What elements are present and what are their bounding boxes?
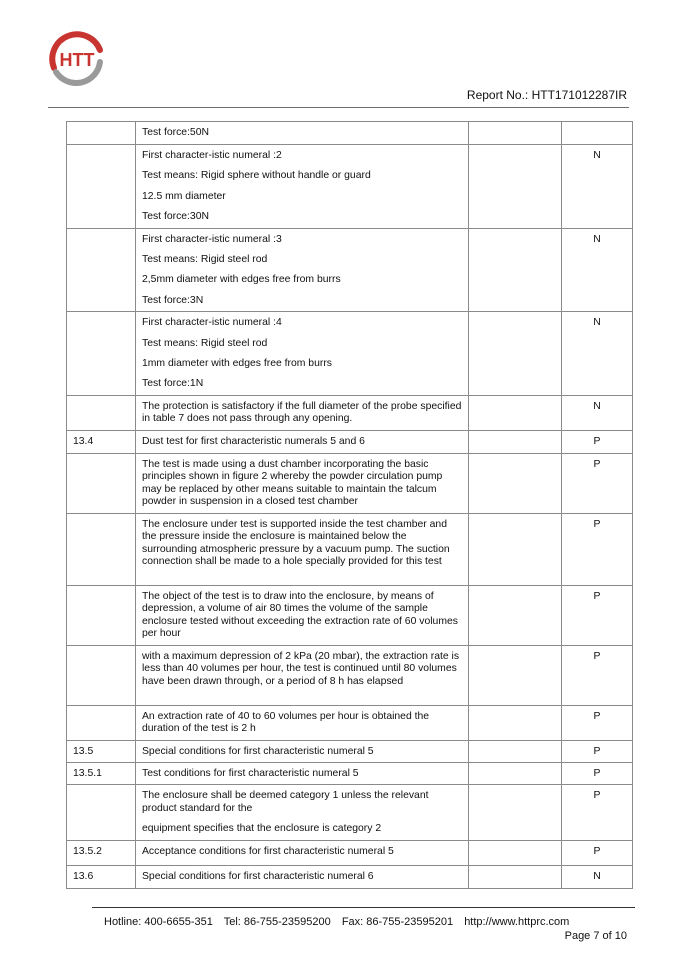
- verdict-cell: N: [562, 145, 633, 229]
- requirement-text: The object of the test is to draw into the enclosure, by means of depression, a volume of air 80 times the volume of the sample enclosure tested without exceeding the extraction rate of 60 volumes per hour: [142, 590, 458, 639]
- requirement-text: Test means: Rigid steel rod: [142, 254, 268, 266]
- table-row: [67, 228, 633, 312]
- result-cell: [469, 785, 562, 840]
- verdict-cell: P: [562, 453, 633, 513]
- requirement-cell: [136, 395, 469, 430]
- requirement-text: Special conditions for first characteristic numeral 5: [142, 745, 374, 757]
- verdict-cell: P: [562, 705, 633, 740]
- requirement-text: Special conditions for first characteristic numeral 6: [142, 870, 374, 882]
- requirement-text: Test force:30N: [142, 211, 209, 223]
- table-row: [67, 740, 633, 762]
- clause-number: 13.5.2: [67, 840, 136, 865]
- requirement-text: Test force:50N: [142, 127, 209, 138]
- requirement-text: First character-istic numeral :2: [142, 150, 282, 161]
- table-row: [67, 430, 633, 453]
- clause-number: 13.6: [67, 865, 136, 888]
- table-row: [67, 122, 633, 145]
- clause-number: [67, 785, 136, 840]
- table-row: [67, 585, 633, 645]
- verdict-cell: N: [562, 395, 633, 430]
- result-cell: [469, 228, 562, 312]
- hotline: Hotline: 400-6655-351: [104, 916, 213, 928]
- requirement-text: An extraction rate of 40 to 60 volumes per hour is obtained the duration of the test is 2 h: [142, 710, 430, 735]
- requirement-text: The enclosure shall be deemed category 1 unless the relevant product standard for the: [142, 790, 429, 814]
- table-row: [67, 762, 633, 784]
- htt-logo: [46, 28, 108, 90]
- result-cell: [469, 513, 562, 585]
- result-cell: [469, 705, 562, 740]
- telephone: Tel: 86-755-23595200: [223, 916, 331, 928]
- requirement-text: 12.5 mm diameter: [142, 190, 226, 202]
- fax: Fax: 86-755-23595201: [341, 916, 454, 928]
- requirement-text: 1mm diameter with edges free from burrs: [142, 358, 332, 370]
- requirement-cell: [136, 705, 469, 740]
- requirement-text: with a maximum depression of 2 kPa (20 mbar), the extraction rate is less than 40 volumes per hour, the test is continued until 80 volumes have been drawn through, or a period of 8 h has elapsed: [142, 650, 460, 687]
- page-number: Page 7 of 10: [564, 930, 627, 942]
- clause-number: [67, 585, 136, 645]
- verdict-cell: P: [562, 513, 633, 585]
- result-cell: [469, 840, 562, 865]
- requirement-cell: [136, 122, 469, 145]
- clause-number: [67, 145, 136, 229]
- result-cell: [469, 740, 562, 762]
- requirement-text: The enclosure under test is supported inside the test chamber and the pressure inside the enclosure is maintained below the surrounding atmospheric pressure by a vacuum pump. The suction connection shall be made to a hole specially provided for this test: [142, 518, 450, 567]
- requirement-cell: [136, 645, 469, 705]
- website-link[interactable]: http://www.httprc.com: [464, 916, 570, 928]
- requirement-text: Test conditions for first characteristic numeral 5: [142, 767, 359, 779]
- result-cell: [469, 645, 562, 705]
- requirement-text: The protection is satisfactory if the full diameter of the probe specified in table 7 does not pass through any opening.: [142, 400, 462, 425]
- requirement-text: First character-istic numeral :4: [142, 317, 282, 329]
- clause-number: [67, 645, 136, 705]
- verdict-cell: P: [562, 740, 633, 762]
- requirement-text: Acceptance conditions for first characteristic numeral 5: [142, 845, 394, 857]
- requirement-cell: [136, 740, 469, 762]
- result-cell: [469, 865, 562, 888]
- table-row: [67, 513, 633, 585]
- requirement-text: Test force:3N: [142, 294, 204, 306]
- clause-number: 13.5.1: [67, 762, 136, 784]
- requirement-text: Test means: Rigid sphere without handle or guard: [142, 170, 371, 182]
- requirement-cell: [136, 453, 469, 513]
- requirement-cell: [136, 430, 469, 453]
- requirement-cell: [136, 865, 469, 888]
- clause-number: [67, 705, 136, 740]
- verdict-cell: N: [562, 865, 633, 888]
- clause-number: [67, 395, 136, 430]
- requirement-cell: [136, 513, 469, 585]
- requirement-text: First character-istic numeral :3: [142, 233, 282, 245]
- footer-contact: [104, 916, 577, 928]
- clause-number: 13.4: [67, 430, 136, 453]
- table-row: [67, 865, 633, 888]
- clause-number: [67, 513, 136, 585]
- requirement-text: Test means: Rigid steel rod: [142, 337, 268, 349]
- verdict-cell: P: [562, 585, 633, 645]
- verdict-cell: P: [562, 785, 633, 840]
- table-row: [67, 145, 633, 229]
- verdict-cell: P: [562, 762, 633, 784]
- result-cell: [469, 430, 562, 453]
- table-row: [67, 395, 633, 430]
- table-row: [67, 785, 633, 840]
- result-cell: [469, 585, 562, 645]
- verdict-cell: P: [562, 430, 633, 453]
- verdict-cell: N: [562, 228, 633, 312]
- requirement-text: Test force:1N: [142, 378, 204, 390]
- result-cell: [469, 122, 562, 145]
- footer-divider: [92, 907, 635, 908]
- clause-number: [67, 312, 136, 396]
- result-cell: [469, 762, 562, 784]
- requirement-cell: [136, 785, 469, 840]
- table-row: [67, 705, 633, 740]
- table-row: [67, 312, 633, 396]
- clause-number: [67, 228, 136, 312]
- requirement-text: The test is made using a dust chamber incorporating the basic principles shown in figure 2 whereby the powder circulation pump may be replaced by other means suitable to maintain the talcum powder in suspension in a closed test chamber: [142, 458, 443, 507]
- requirement-cell: [136, 762, 469, 784]
- requirement-cell: [136, 312, 469, 396]
- requirement-text: 2,5mm diameter with edges free from burrs: [142, 274, 341, 286]
- verdict-cell: N: [562, 312, 633, 396]
- result-cell: [469, 395, 562, 430]
- requirement-cell: [136, 228, 469, 312]
- requirement-cell: [136, 145, 469, 229]
- requirement-cell: [136, 585, 469, 645]
- logo-text: HTT: [59, 50, 95, 70]
- verdict-cell: [562, 122, 633, 145]
- table-row: [67, 453, 633, 513]
- header-divider: [48, 107, 629, 108]
- requirement-cell: [136, 840, 469, 865]
- verdict-cell: P: [562, 645, 633, 705]
- clause-number: [67, 122, 136, 145]
- table-row: [67, 645, 633, 705]
- clause-number: 13.5: [67, 740, 136, 762]
- report-number: Report No.: HTT171012287IR: [466, 88, 627, 102]
- requirement-text: Dust test for first characteristic numerals 5 and 6: [142, 435, 365, 447]
- verdict-cell: P: [562, 840, 633, 865]
- table-row: [67, 840, 633, 865]
- result-cell: [469, 145, 562, 229]
- result-cell: [469, 312, 562, 396]
- clause-number: [67, 453, 136, 513]
- clause-table: [66, 121, 633, 889]
- requirement-text: equipment specifies that the enclosure is category 2: [142, 823, 382, 835]
- result-cell: [469, 453, 562, 513]
